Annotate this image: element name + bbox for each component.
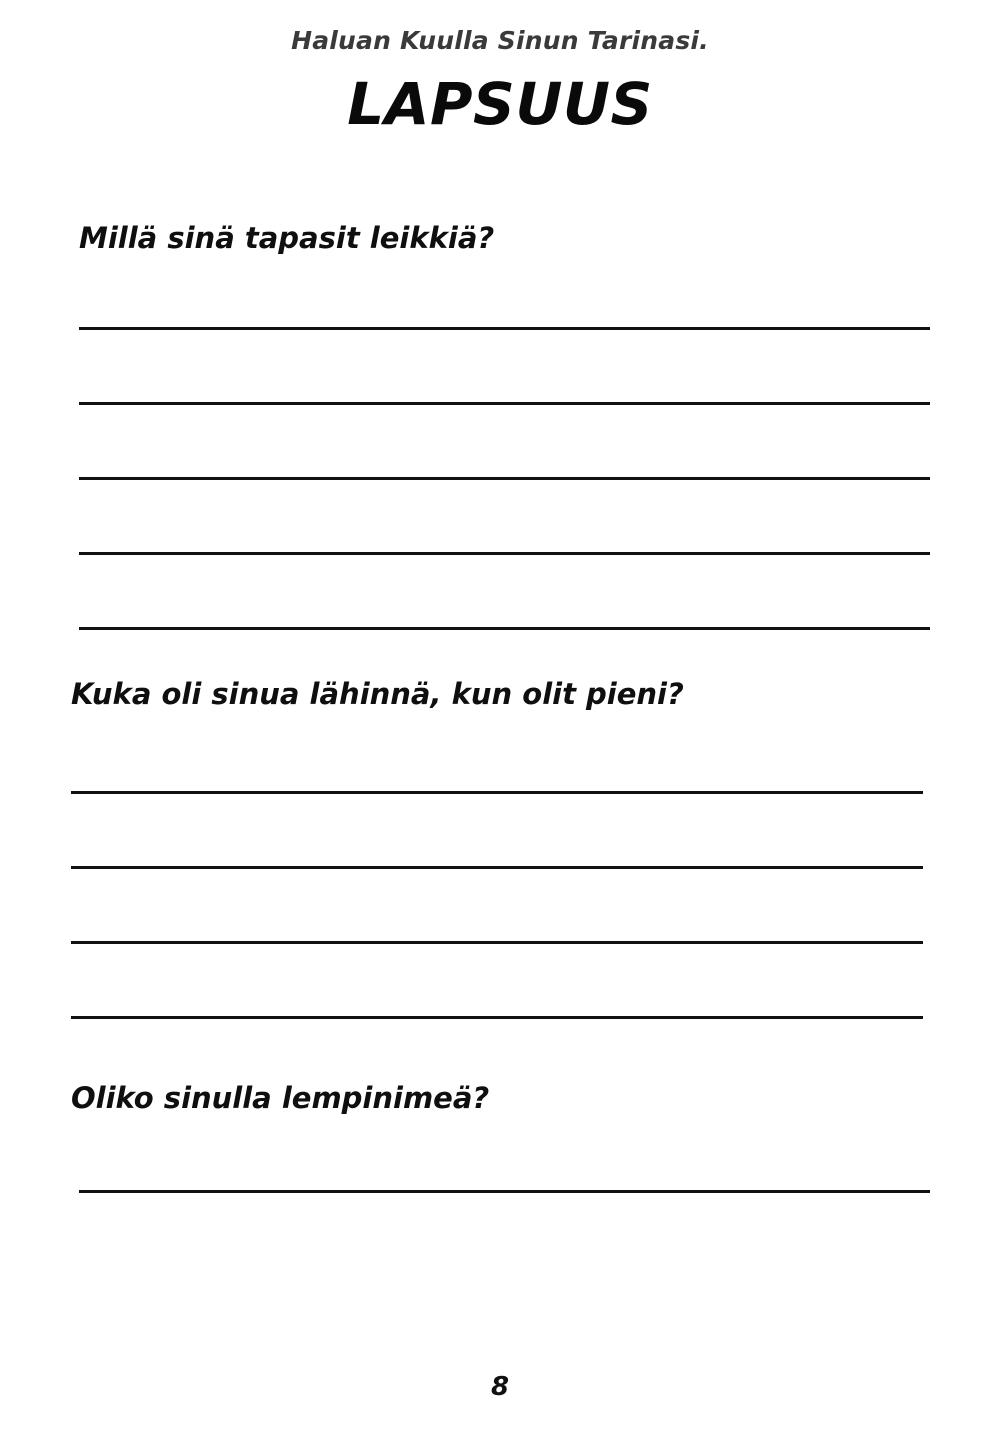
answer-line[interactable] [79, 627, 930, 630]
question-2: Kuka oli sinua lähinnä, kun olit pieni? [71, 677, 684, 711]
answer-line[interactable] [79, 402, 930, 405]
page-number: 8 [490, 1372, 510, 1402]
answer-line[interactable] [71, 1016, 923, 1019]
answer-line[interactable] [71, 941, 923, 944]
question-3: Oliko sinulla lempinimeä? [71, 1081, 490, 1115]
answer-line[interactable] [79, 477, 930, 480]
question-1: Millä sinä tapasit leikkiä? [79, 221, 495, 255]
answer-line[interactable] [71, 791, 923, 794]
answer-line[interactable] [79, 327, 930, 330]
page-title: LAPSUUS [347, 70, 653, 138]
answer-line[interactable] [79, 552, 930, 555]
page-subtitle: Haluan Kuulla Sinun Tarinasi. [291, 26, 709, 55]
answer-line[interactable] [71, 866, 923, 869]
answer-line[interactable] [79, 1190, 930, 1193]
